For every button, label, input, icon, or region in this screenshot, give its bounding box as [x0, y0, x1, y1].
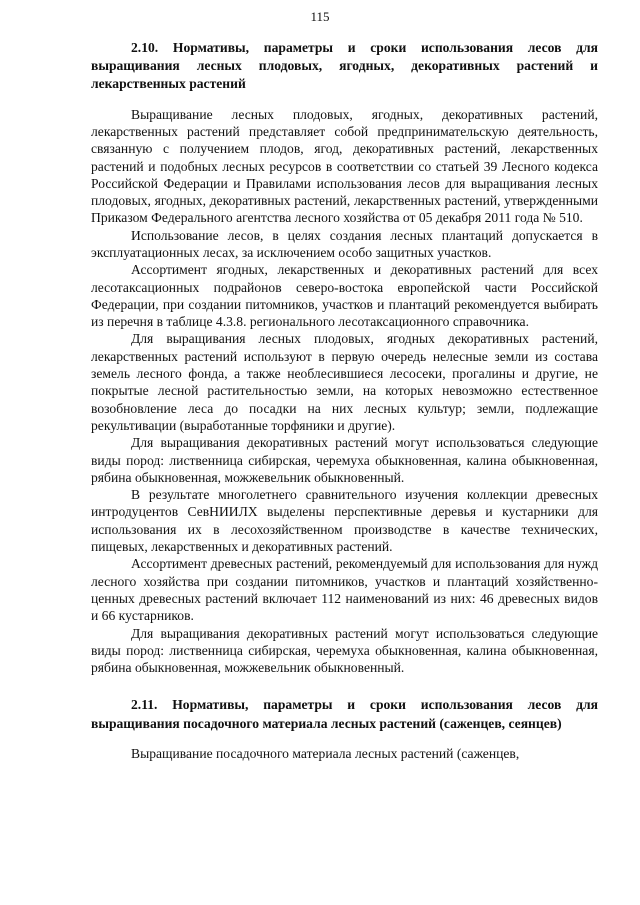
section-heading-2-11: 2.11. Нормативы, параметры и сроки использования лесов для выращивания посадочного материала лесных растений (саженцев, сеянцев) — [91, 697, 598, 731]
paragraph: Для выращивания декоративных растений могут использоваться следующие виды пород: лиственница сибирская, черемуха обыкновенная, калина обыкновенная, рябина обыкновенная, можжевельник обыкновенный. — [91, 625, 598, 676]
paragraph: Выращивание лесных плодовых, ягодных, декоративных растений, лекарственных растений представляет собой предпринимательскую деятельность, связанную с получением плодов, ягод, декоративных растений, лекарственных растений и подобных лесных ресурсов в соответствии со статьей 39 Лесного кодекса Российской Федерации и Правилами использования лесов для выращивания лесных плодовых, ягодных, декоративных растений, лекарственных растений, утвержденными Приказом Федерального агентства лесного хозяйства от 05 декабря 2011 года № 510. — [91, 106, 598, 226]
paragraph: Для выращивания лесных плодовых, ягодных декоративных растений, лекарственных растений используют в первую очередь нелесные земли из состава земель лесного фонда, а также необлесившиеся лесосеки, прогалины и другие, не покрытые лесной растительностью земли, на которых невозможно естественное возобновление леса до посадки на них лесных культур; земли, подлежащие рекультивации (выработанные торфяники и другие). — [91, 331, 598, 433]
section-heading-2-10: 2.10. Нормативы, параметры и сроки использования лесов для выращивания лесных плодовых, ягодных, декоративных растений и лекарственных растений — [91, 40, 598, 92]
paragraph: В результате многолетнего сравнительного изучения коллекции древесных интродуцентов СевНИИЛХ выделены перспективные деревья и кустарники для использования их в лесохозяйственном производстве в качестве технических, пищевых, лекарственных и декоративных растений. — [91, 487, 598, 555]
paragraph: Ассортимент ягодных, лекарственных и декоративных растений для всех лесотаксационных подрайонов северо-востока европейской части Российской Федерации, при создании питомников, участков и плантаций рекомендуется выбирать из перечня в таблице 4.3.8. регионального лесотаксационного справочника. — [91, 262, 598, 330]
page-number: 115 — [310, 9, 330, 24]
paragraph: Использование лесов, в целях создания лесных плантаций допускается в эксплуатационных лесах, за исключением особо защитных участков. — [91, 227, 598, 260]
paragraph: Для выращивания декоративных растений могут использоваться следующие виды пород: лиственница сибирская, черемуха обыкновенная, калина обыкновенная, рябина обыкновенная, можжевельник обыкновенный. — [91, 435, 598, 485]
paragraph: Выращивание посадочного материала лесных растений (саженцев, — [131, 745, 520, 761]
page-content — [91, 39, 598, 762]
paragraph: Ассортимент древесных растений, рекомендуемый для использования для нужд лесного хозяйства при создании питомников, участков и плантаций хозяйственно-ценных древесных растений включает 112 наименований из них: 46 древесных видов и 66 кустарников. — [91, 556, 598, 624]
